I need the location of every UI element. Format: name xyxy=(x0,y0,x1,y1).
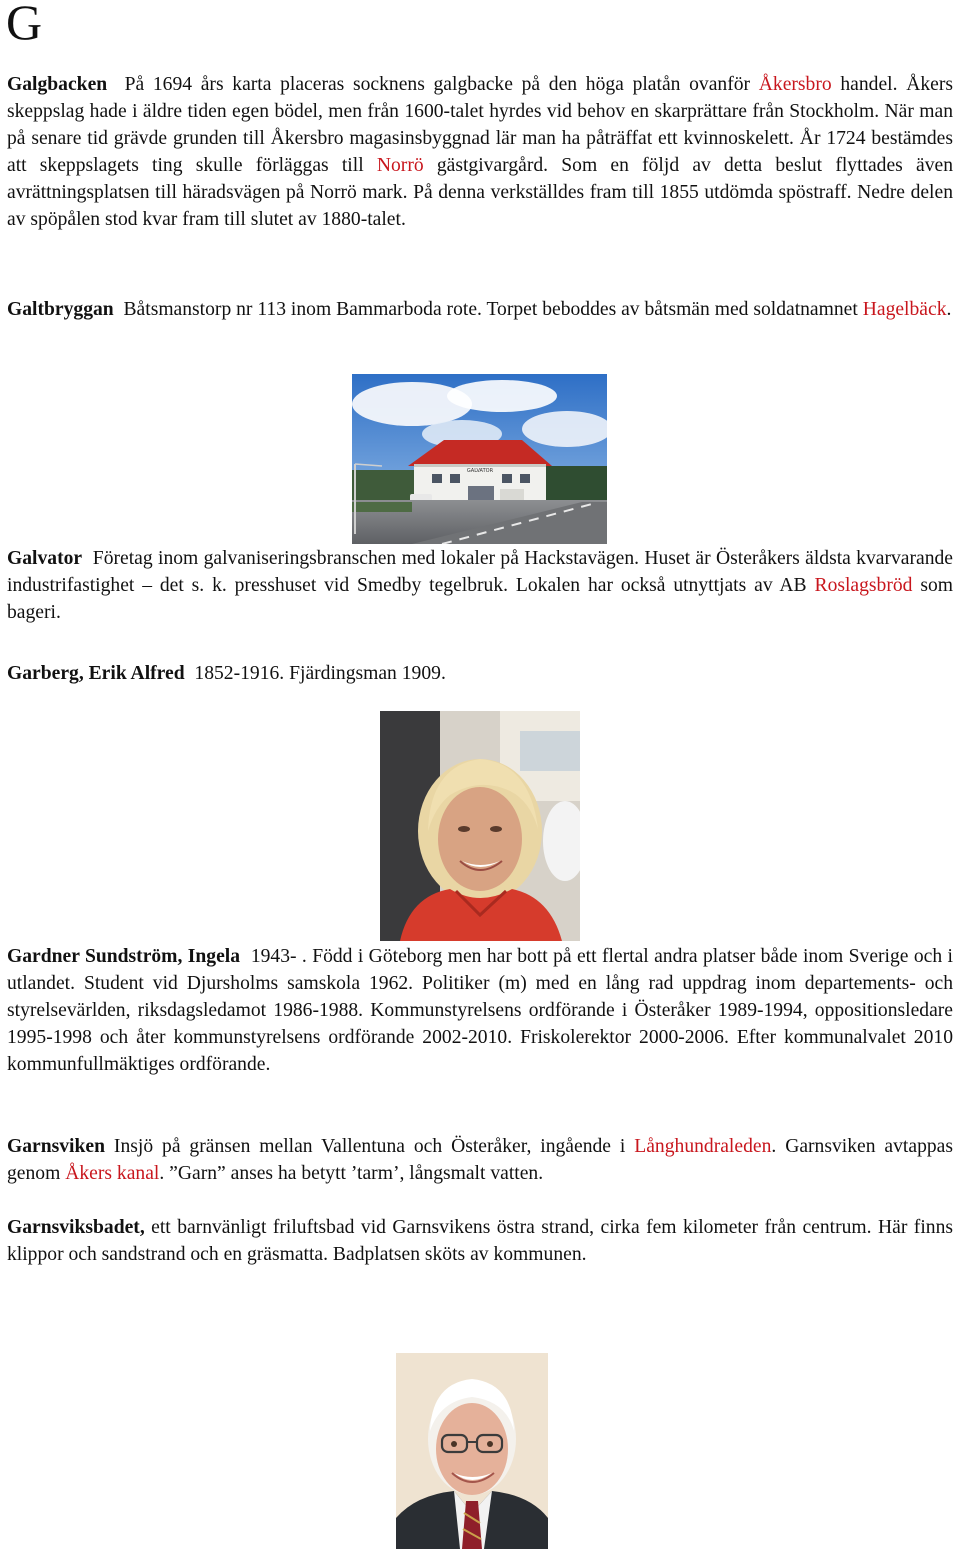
entry-gardner-sundstrom xyxy=(7,943,953,1078)
entry-text: Insjö på gränsen mellan Vallentuna och Österåker, ingående i xyxy=(113,1136,635,1157)
entry-term: Galvator xyxy=(7,548,83,569)
entry-text: . ”Garn” anses ha betytt ’tarm’, långsmalt vatten. xyxy=(159,1163,544,1184)
link-roslagsbrod[interactable]: Roslagsbröd xyxy=(814,575,913,596)
portrait-man-glasses xyxy=(396,1353,548,1549)
link-akers-kanal[interactable]: Åkers kanal xyxy=(65,1163,160,1184)
entry-text: gästgivargård. Som en följd av detta beslut flyttades även avrättningsplatsen till häradsvägen på Norrö mark. På denna verkställdes fram till 1855 utdömda spöstraff. Nedre delen av spöpålen stod kvar fram till slutet av 1880-talet. xyxy=(7,155,953,230)
entry-term: Garnsviksbadet, xyxy=(7,1217,145,1238)
entry-galtbryggan xyxy=(7,296,953,323)
link-hagelback[interactable]: Hagelbäck xyxy=(862,299,947,320)
entry-text: . xyxy=(946,299,952,320)
entry-term: Gardner Sundström, Ingela xyxy=(7,946,241,967)
entry-term: Galgbacken xyxy=(7,74,108,95)
entry-text: som bageri. xyxy=(7,575,953,623)
entry-text: ett barnvänligt friluftsbad vid Garnsvikens östra strand, cirka fem kilometer från centrum. Här finns klippor och sandstrand och en gräsmatta. Badplatsen sköts av kommunen. xyxy=(7,1217,953,1265)
entry-text: Företag inom galvaniseringsbranschen med lokaler på Hackstavägen. Huset är Österåkers äldsta kvarvarande industrifastighet – det s. k. presshuset vid Smedby tegelbruk. Lokalen har också utnyttjats av AB xyxy=(7,548,954,596)
entry-garnsviksbadet xyxy=(7,1214,953,1268)
section-letter: G xyxy=(6,0,43,50)
entry-term: Galtbryggan xyxy=(7,299,114,320)
entry-galvator xyxy=(7,545,953,626)
entry-term: Garnsviken xyxy=(7,1136,105,1157)
entry-garnsviken xyxy=(7,1133,953,1187)
entry-galgbacken xyxy=(7,71,953,233)
entry-text: Båtsmanstorp nr 113 inom Bammarboda rote. Torpet beboddes av båtsmän med soldatnamnet xyxy=(123,299,863,320)
portrait-ingela-gardner-sundstrom xyxy=(380,711,580,941)
entry-garberg xyxy=(7,660,953,687)
link-norro[interactable]: Norrö xyxy=(376,155,424,176)
galvator-sign: GALVATOR xyxy=(466,468,494,474)
entry-text: 1852-1916. Fjärdingsman 1909. xyxy=(194,663,446,684)
link-akersbro[interactable]: Åkersbro xyxy=(758,74,832,95)
entry-text: . Garnsviken avtappas genom xyxy=(7,1136,953,1184)
link-langhundraleden[interactable]: Långhundraleden xyxy=(634,1136,772,1157)
entry-term: Garberg, Erik Alfred xyxy=(7,663,185,684)
entry-text: På 1694 års karta placeras socknens galgbacke på den höga platån ovanför xyxy=(124,74,759,95)
entry-text: handel. Åkers skeppslag hade i äldre tiden egen bödel, men från 1600-talet hyrdes vid behov en skarprättare från Stockholm. När man på senare tid grävde grunden till Åkersbro magasinsbyggnad lär man ha påträffat ett kvinnoskelett. År 1724 bestämdes att skeppslagets ting skulle förläggas till xyxy=(7,74,953,176)
entry-text: 1943- . Född i Göteborg men har bott på ett flertal andra platser både inom Sverige och i utlandet. Student vid Djursholms samskola 1962. Politiker (m) med en lång rad uppdrag inom departements- och styrelsevärlden, riksdagsledamot 1986-1988. Kommunstyrelsens ordförande i Österåker 1989-1994, oppositionsledare 1995-1998 och åter kommunstyrelsens ordförande 2002-2010. Friskolerektor 2000-2006. Efter kommunalvalet 2010 kommunfullmäktiges ordförande. xyxy=(7,946,953,1075)
galvator-building-photo xyxy=(352,374,607,544)
